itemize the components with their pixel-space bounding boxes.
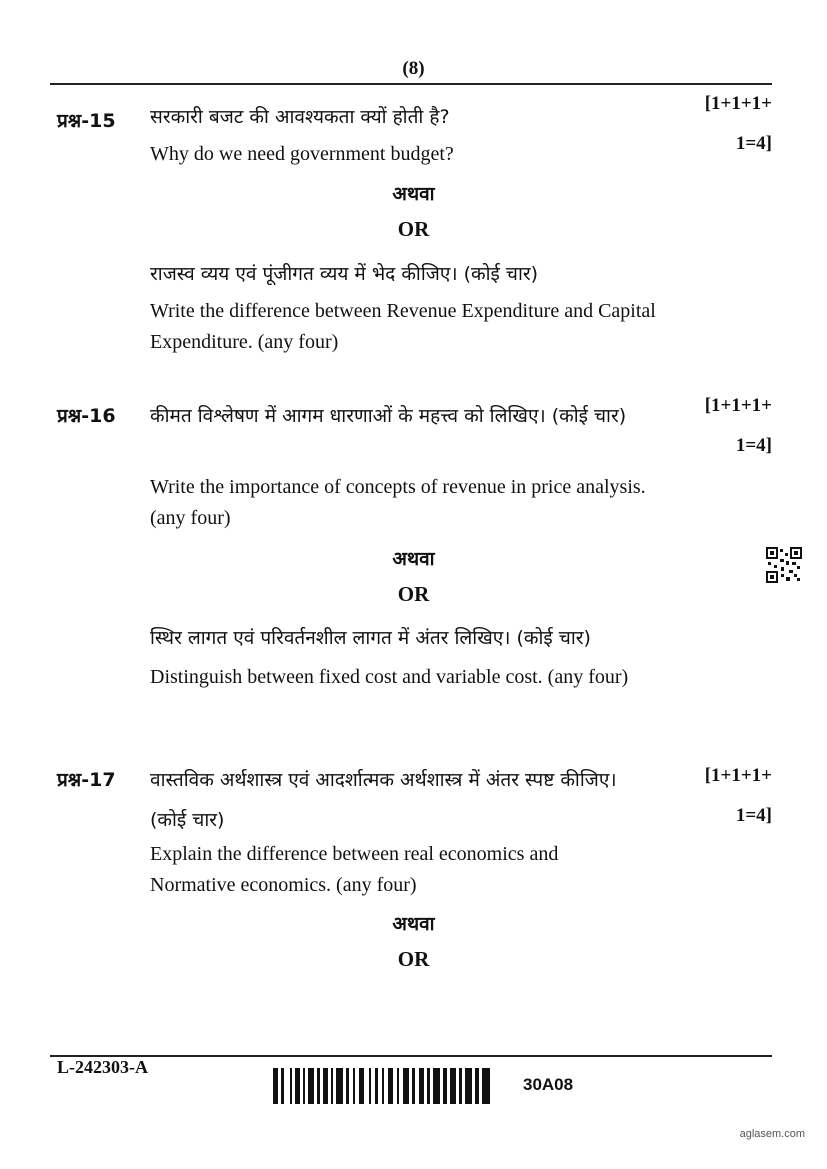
question-17-marks bbox=[705, 756, 772, 836]
question-17-label: प्रश्न-17 bbox=[57, 769, 116, 791]
question-15-alt-english: Write the difference between Revenue Expenditure and Capital Expenditure. (any four) bbox=[150, 300, 656, 353]
question-16-english: Write the importance of concepts of revenue in price analysis. (any four) bbox=[150, 476, 646, 529]
question-16-athva: अथवा bbox=[392, 548, 435, 570]
question-15-marks-line2: 1=4] bbox=[735, 133, 772, 154]
question-16-marks bbox=[705, 386, 772, 466]
question-17-or: OR bbox=[397, 947, 430, 971]
question-17-marks-line1: [1+1+1+ bbox=[704, 765, 772, 786]
question-15-marks bbox=[705, 84, 772, 164]
question-15-hindi: सरकारी बजट की आवश्यकता क्यों होती है? bbox=[150, 106, 450, 128]
question-15-marks-line1: [1+1+1+ bbox=[704, 93, 772, 114]
bottom-divider bbox=[50, 1055, 772, 1057]
question-15-alt-hindi: राजस्व व्यय एवं पूंजीगत व्यय में भेद कीजिए। (कोई चार) bbox=[150, 263, 539, 285]
question-15-english: Why do we need government budget? bbox=[150, 143, 454, 165]
question-16-alt-english: Distinguish between fixed cost and variable cost. (any four) bbox=[150, 666, 629, 688]
question-16-or: OR bbox=[397, 582, 430, 606]
page-number: (8) bbox=[402, 58, 425, 79]
question-17-english: Explain the difference between real economics and Normative economics. (any four) bbox=[150, 843, 559, 896]
paper-code: L-242303-A bbox=[57, 1057, 148, 1077]
question-17-marks-line2: 1=4] bbox=[735, 805, 772, 826]
question-17-athva: अथवा bbox=[392, 913, 435, 935]
question-15-label: प्रश्न-15 bbox=[57, 110, 116, 132]
watermark: aglasem.com bbox=[739, 1128, 805, 1140]
question-17-hindi: वास्तविक अर्थशास्त्र एवं आदर्शात्मक अर्थशास्त्र में अंतर स्पष्ट कीजिए। (कोई चार) bbox=[150, 769, 617, 831]
question-16-hindi: कीमत विश्लेषण में आगम धारणाओं के महत्त्व को लिखिए। (कोई चार) bbox=[150, 405, 627, 427]
question-16-alt-hindi: स्थिर लागत एवं परिवर्तनशील लागत में अंतर लिखिए। (कोई चार) bbox=[150, 627, 591, 649]
barcode-id: 30A08 bbox=[523, 1075, 574, 1094]
barcode-icon bbox=[273, 1068, 495, 1104]
top-divider bbox=[50, 83, 772, 85]
question-16-label: प्रश्न-16 bbox=[57, 405, 116, 427]
question-16-marks-line2: 1=4] bbox=[735, 435, 772, 456]
question-16-marks-line1: [1+1+1+ bbox=[704, 395, 772, 416]
qr-code-icon bbox=[766, 547, 802, 583]
question-15-or: OR bbox=[397, 217, 430, 241]
question-15-athva: अथवा bbox=[392, 183, 435, 205]
